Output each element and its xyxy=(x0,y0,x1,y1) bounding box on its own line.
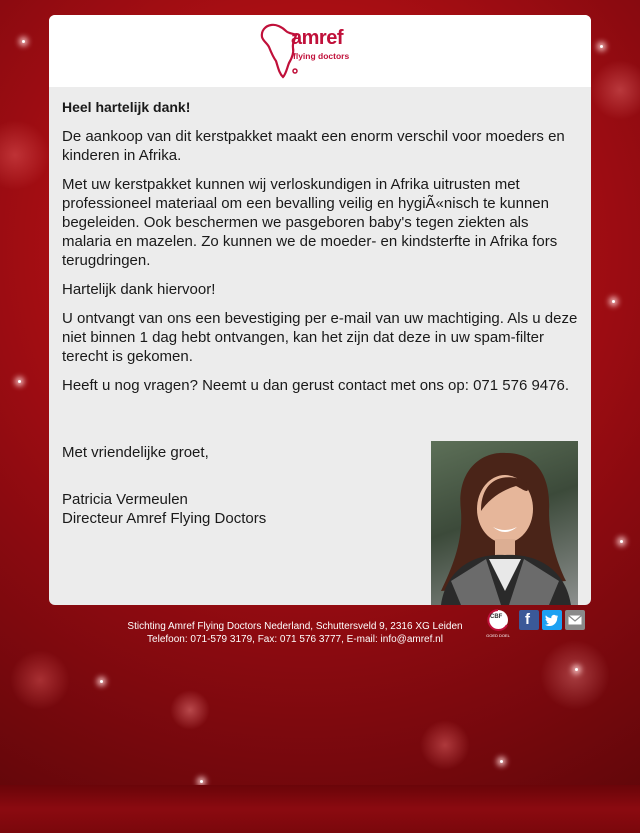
letter-card xyxy=(49,15,591,605)
twitter-button[interactable] xyxy=(542,610,562,630)
letter-paragraph: Met uw kerstpakket kunnen wij verloskundigen in Afrika uitrusten met professioneel materiaal om een bevalling veilig en hygiÃ«nisch te kunnen begeleiden. Ook beschermen we pasgeboren baby's tegen ziekten als malaria en mazelen. Zo kunnen we de moeder- en kindsterfte in Afrika fors terugdringen. xyxy=(62,176,558,269)
email-icon xyxy=(565,610,585,630)
footer-info xyxy=(110,620,480,646)
signer-title: Directeur Amref Flying Doctors xyxy=(62,510,267,527)
letter-body xyxy=(62,98,578,405)
letter-paragraph: Hartelijk dank hiervoor! xyxy=(62,281,216,298)
amref-logo[interactable] xyxy=(259,21,379,83)
facebook-button[interactable] xyxy=(519,610,539,630)
closing-greeting: Met vriendelijke groet, xyxy=(62,444,209,461)
cbf-badge[interactable] xyxy=(485,608,511,640)
email-button[interactable] xyxy=(565,610,585,630)
signer-name: Patricia Vermeulen xyxy=(62,491,188,508)
signer-photo xyxy=(431,441,578,605)
logo-tagline: flying doctors xyxy=(293,51,350,61)
twitter-icon xyxy=(542,610,562,630)
letter-paragraph: U ontvangt van ons een bevestiging per e-mail van uw machtiging. Als u deze niet binnen 1 dag hebt ontvangen, kan het zijn dat deze in uw spam-filter terecht is gekomen. xyxy=(62,310,578,365)
cbf-sublabel: GOED DOEL xyxy=(486,633,510,638)
portrait-illustration xyxy=(431,441,578,605)
cbf-label: CBF xyxy=(490,614,503,620)
letter-heading: Heel hartelijk dank! xyxy=(62,99,191,115)
letter-paragraph: De aankoop van dit kerstpakket maakt een enorm verschil voor moeders en kinderen in Afrika. xyxy=(62,128,565,164)
footer-address: Stichting Amref Flying Doctors Nederland, Schuttersveld 9, 2316 XG Leiden xyxy=(127,621,463,632)
letter-paragraph: Heeft u nog vragen? Neemt u dan gerust contact met ons op: 071 576 9476. xyxy=(62,377,570,394)
facebook-icon: f xyxy=(525,611,530,628)
signature-block xyxy=(62,443,422,528)
footer-contact[interactable]: Telefoon: 071-579 3179, Fax: 071 576 3777, E-mail: info@amref.nl xyxy=(147,634,443,645)
logo-brand: amref xyxy=(291,27,343,49)
card-header xyxy=(49,15,591,87)
